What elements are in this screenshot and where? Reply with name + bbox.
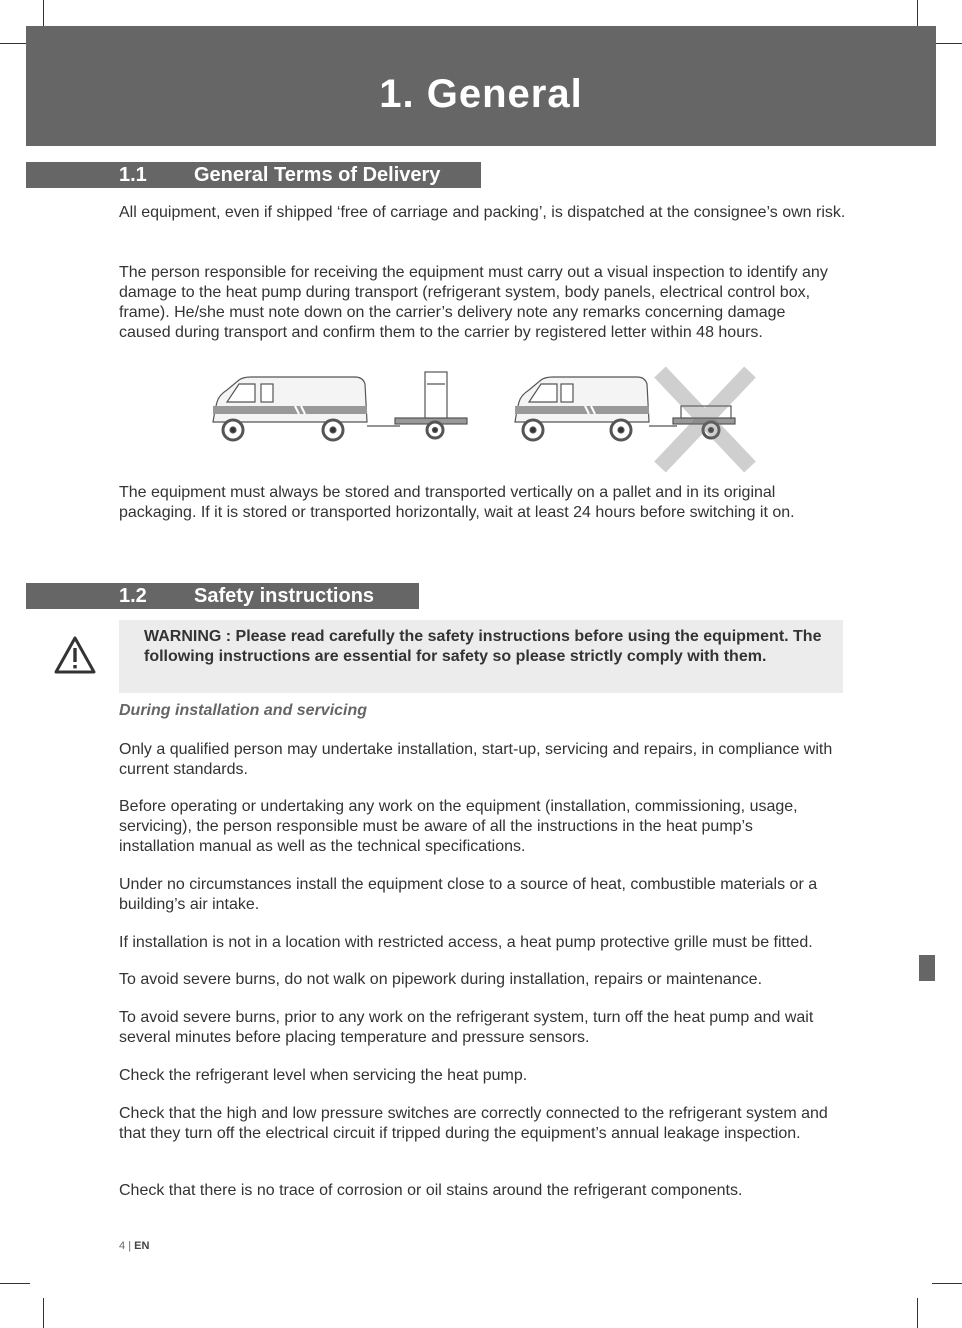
- footer-separator: |: [128, 1240, 132, 1252]
- paragraph: Check that the high and low pressure switches are correctly connected to the refrigerant system and that they turn off the electrical circuit if tripped during the equipment’s annual leakage inspection.: [119, 1105, 828, 1142]
- paragraph: Check that there is no trace of corrosion or oil stains around the refrigerant components.: [119, 1182, 743, 1199]
- paragraph: If installation is not in a location with restricted access, a heat pump protective grille must be fitted.: [119, 934, 813, 951]
- transport-illustration: [205, 362, 770, 477]
- paragraph: To avoid severe burns, prior to any work on the refrigerant system, turn off the heat pump and wait several minutes before placing temperature and pressure sensors.: [119, 1009, 814, 1046]
- paragraph: Only a qualified person may undertake installation, start-up, servicing and repairs, in compliance with current standards.: [119, 741, 833, 778]
- paragraph: Check the refrigerant level when servicing the heat pump.: [119, 1067, 528, 1084]
- page-title: 1. General: [379, 72, 583, 116]
- paragraph: The person responsible for receiving the equipment must carry out a visual inspection to identify any damage to the heat pump during transport (refrigerant system, body panels, electrical control box, frame). He/she must note down on the carrier’s delivery note any remarks concerning damage caused during transport and confirm them to the carrier by registered letter within 48 hours.: [119, 264, 828, 341]
- crop-mark: [917, 1298, 918, 1328]
- paragraph: To avoid severe burns, do not walk on pipework during installation, repairs or maintenance.: [119, 971, 763, 988]
- page-footer: [119, 1240, 149, 1252]
- language-code: EN: [134, 1240, 150, 1252]
- section-number: 1.1: [119, 164, 147, 186]
- section-title: Safety instructions: [194, 585, 375, 607]
- crop-mark: [0, 1283, 30, 1284]
- page-number: 4: [119, 1240, 126, 1252]
- section-title: General Terms of Delivery: [194, 164, 441, 186]
- section-number: 1.2: [119, 585, 147, 607]
- section-heading-safety: [26, 583, 419, 609]
- paragraph: Before operating or undertaking any work on the equipment (installation, commissioning, usage, servicing), the person responsible must be aware of all the instructions in the heat pump’s installation manual as well as the technical specifications.: [119, 798, 798, 855]
- warning-text: WARNING : Please read carefully the safety instructions before using the equipment. The following instructions are essential for safety so please strictly comply with them.: [144, 628, 822, 665]
- side-tab-marker: [919, 955, 935, 981]
- paragraph: All equipment, even if shipped ‘free of carriage and packing’, is dispatched at the consignee’s own risk.: [119, 204, 846, 221]
- crop-mark: [932, 1283, 962, 1284]
- paragraph: Under no circumstances install the equipment close to a source of heat, combustible materials or a building’s air intake.: [119, 876, 818, 913]
- warning-icon: [54, 636, 96, 674]
- van-upright-correct: [213, 372, 467, 440]
- section-heading-delivery: [26, 162, 481, 188]
- paragraph: The equipment must always be stored and transported vertically on a pallet and in its original packaging. If it is stored or transported horizontally, wait at least 24 hours before switching it on.: [119, 484, 795, 521]
- crop-mark: [43, 1298, 44, 1328]
- subheading: During installation and servicing: [119, 702, 368, 719]
- crop-mark: [932, 43, 962, 44]
